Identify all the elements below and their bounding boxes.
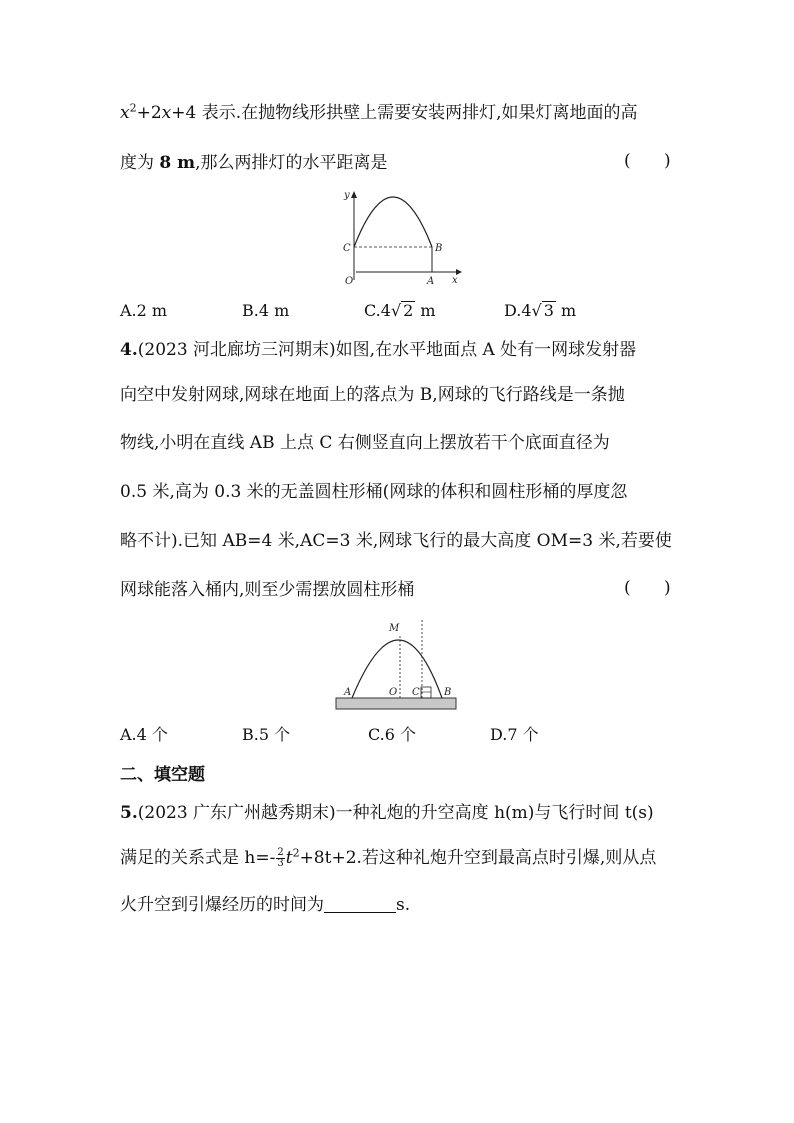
label-b: B [435, 243, 443, 254]
p3-text: 度为 [120, 153, 160, 173]
p3-line-2 [120, 151, 680, 175]
term: +2 [136, 103, 162, 123]
frac-numerator: 2 [277, 847, 284, 858]
label-a: A [427, 276, 435, 287]
radicand: 3 [543, 301, 554, 320]
p4-line-3: 物线,小明在直线 AB 上点 C 右侧竖直向上摆放若干个底面直径为 [120, 433, 610, 453]
p3-text: +4 表示.在抛物线形拱壁上需要安装两排灯,如果灯离地面的高 [171, 103, 638, 123]
bucket [421, 687, 431, 698]
p5-text: 满足的关系式是 h=- [120, 848, 276, 868]
arch-figure [336, 188, 466, 288]
p3-option-b: B.4 m [242, 301, 290, 320]
label-b: B [444, 687, 452, 698]
label-c: C [412, 687, 420, 698]
p4-text: (2023 河北廊坊三河期末)如图,在水平地面点 A 处有一网球发射器 [137, 340, 637, 360]
p5-text: 火升空到引爆经历的时间为 [120, 895, 324, 915]
height-value: 8 m [159, 153, 196, 173]
p3-option-c [364, 300, 436, 322]
p5-text: (2023 广东广州越秀期末)一种礼炮的升空高度 h(m)与飞行时间 t(s) [137, 803, 654, 823]
sqrt-icon: √ [390, 301, 402, 320]
answer-blank[interactable] [324, 894, 396, 913]
label-m: M [389, 623, 400, 634]
label-y: y [344, 190, 350, 201]
problem-number: 4. [120, 340, 138, 360]
answer-paren: ( ) [624, 578, 685, 598]
p5-line-1 [120, 801, 680, 825]
answer-paren: ( ) [624, 151, 685, 171]
p4-option-a: A.4 个 [120, 725, 168, 744]
p5-line-2 [120, 846, 680, 870]
p5-text: s. [396, 895, 411, 915]
exponent: 2 [129, 101, 137, 115]
exponent: 2 [292, 846, 300, 860]
ground [336, 698, 456, 709]
var-x: x [120, 103, 130, 123]
p4-line-4: 0.5 米,高为 0.3 米的无盖圆柱形桶(网球的体积和圆柱形桶的厚度忽 [120, 482, 628, 502]
label-o: O [345, 276, 354, 287]
parabola [354, 197, 432, 247]
unit: m [555, 301, 577, 320]
option-d-prefix: D.4 [504, 301, 532, 320]
p4-line-6: 网球能落入桶内,则至少需摆放圆柱形桶 [120, 580, 415, 600]
p4-line-1 [120, 338, 680, 362]
frac-denominator: 3 [277, 858, 284, 869]
tennis-figure [334, 616, 460, 712]
y-arrow [351, 191, 357, 198]
p4-line-5: 略不计).已知 AB=4 米,AC=3 米,网球飞行的最大高度 OM=3 米,若要使 [120, 531, 672, 551]
problem-number: 5. [120, 803, 138, 823]
label-o: O [389, 687, 398, 698]
radicand: 2 [403, 301, 414, 320]
label-a: A [344, 687, 352, 698]
label-c: C [343, 243, 351, 254]
p4-option-c: C.6 个 [368, 725, 417, 744]
var-x: x [161, 103, 172, 123]
fraction [276, 848, 284, 869]
p5-text: +8t+2.若这种礼炮升空到最高点时引爆,则从点 [299, 848, 657, 868]
sqrt-icon: √ [531, 301, 542, 320]
p3-text: ,那么两排灯的水平距离是 [195, 153, 388, 173]
label-x: x [452, 275, 458, 286]
section-title: 二、填空题 [120, 765, 205, 785]
p3-option-d [504, 300, 576, 322]
p3-option-a: A.2 m [120, 301, 168, 320]
p4-option-d: D.7 个 [490, 725, 539, 744]
option-c-prefix: C.4 [364, 301, 391, 320]
p4-option-b: B.5 个 [242, 725, 291, 744]
p5-line-3 [120, 893, 680, 917]
p3-line-1 [120, 101, 680, 125]
var-t: t [285, 848, 293, 868]
p4-line-2: 向空中发射网球,网球在地面上的落点为 B,网球的飞行路线是一条抛 [120, 385, 625, 405]
unit: m [415, 301, 436, 320]
